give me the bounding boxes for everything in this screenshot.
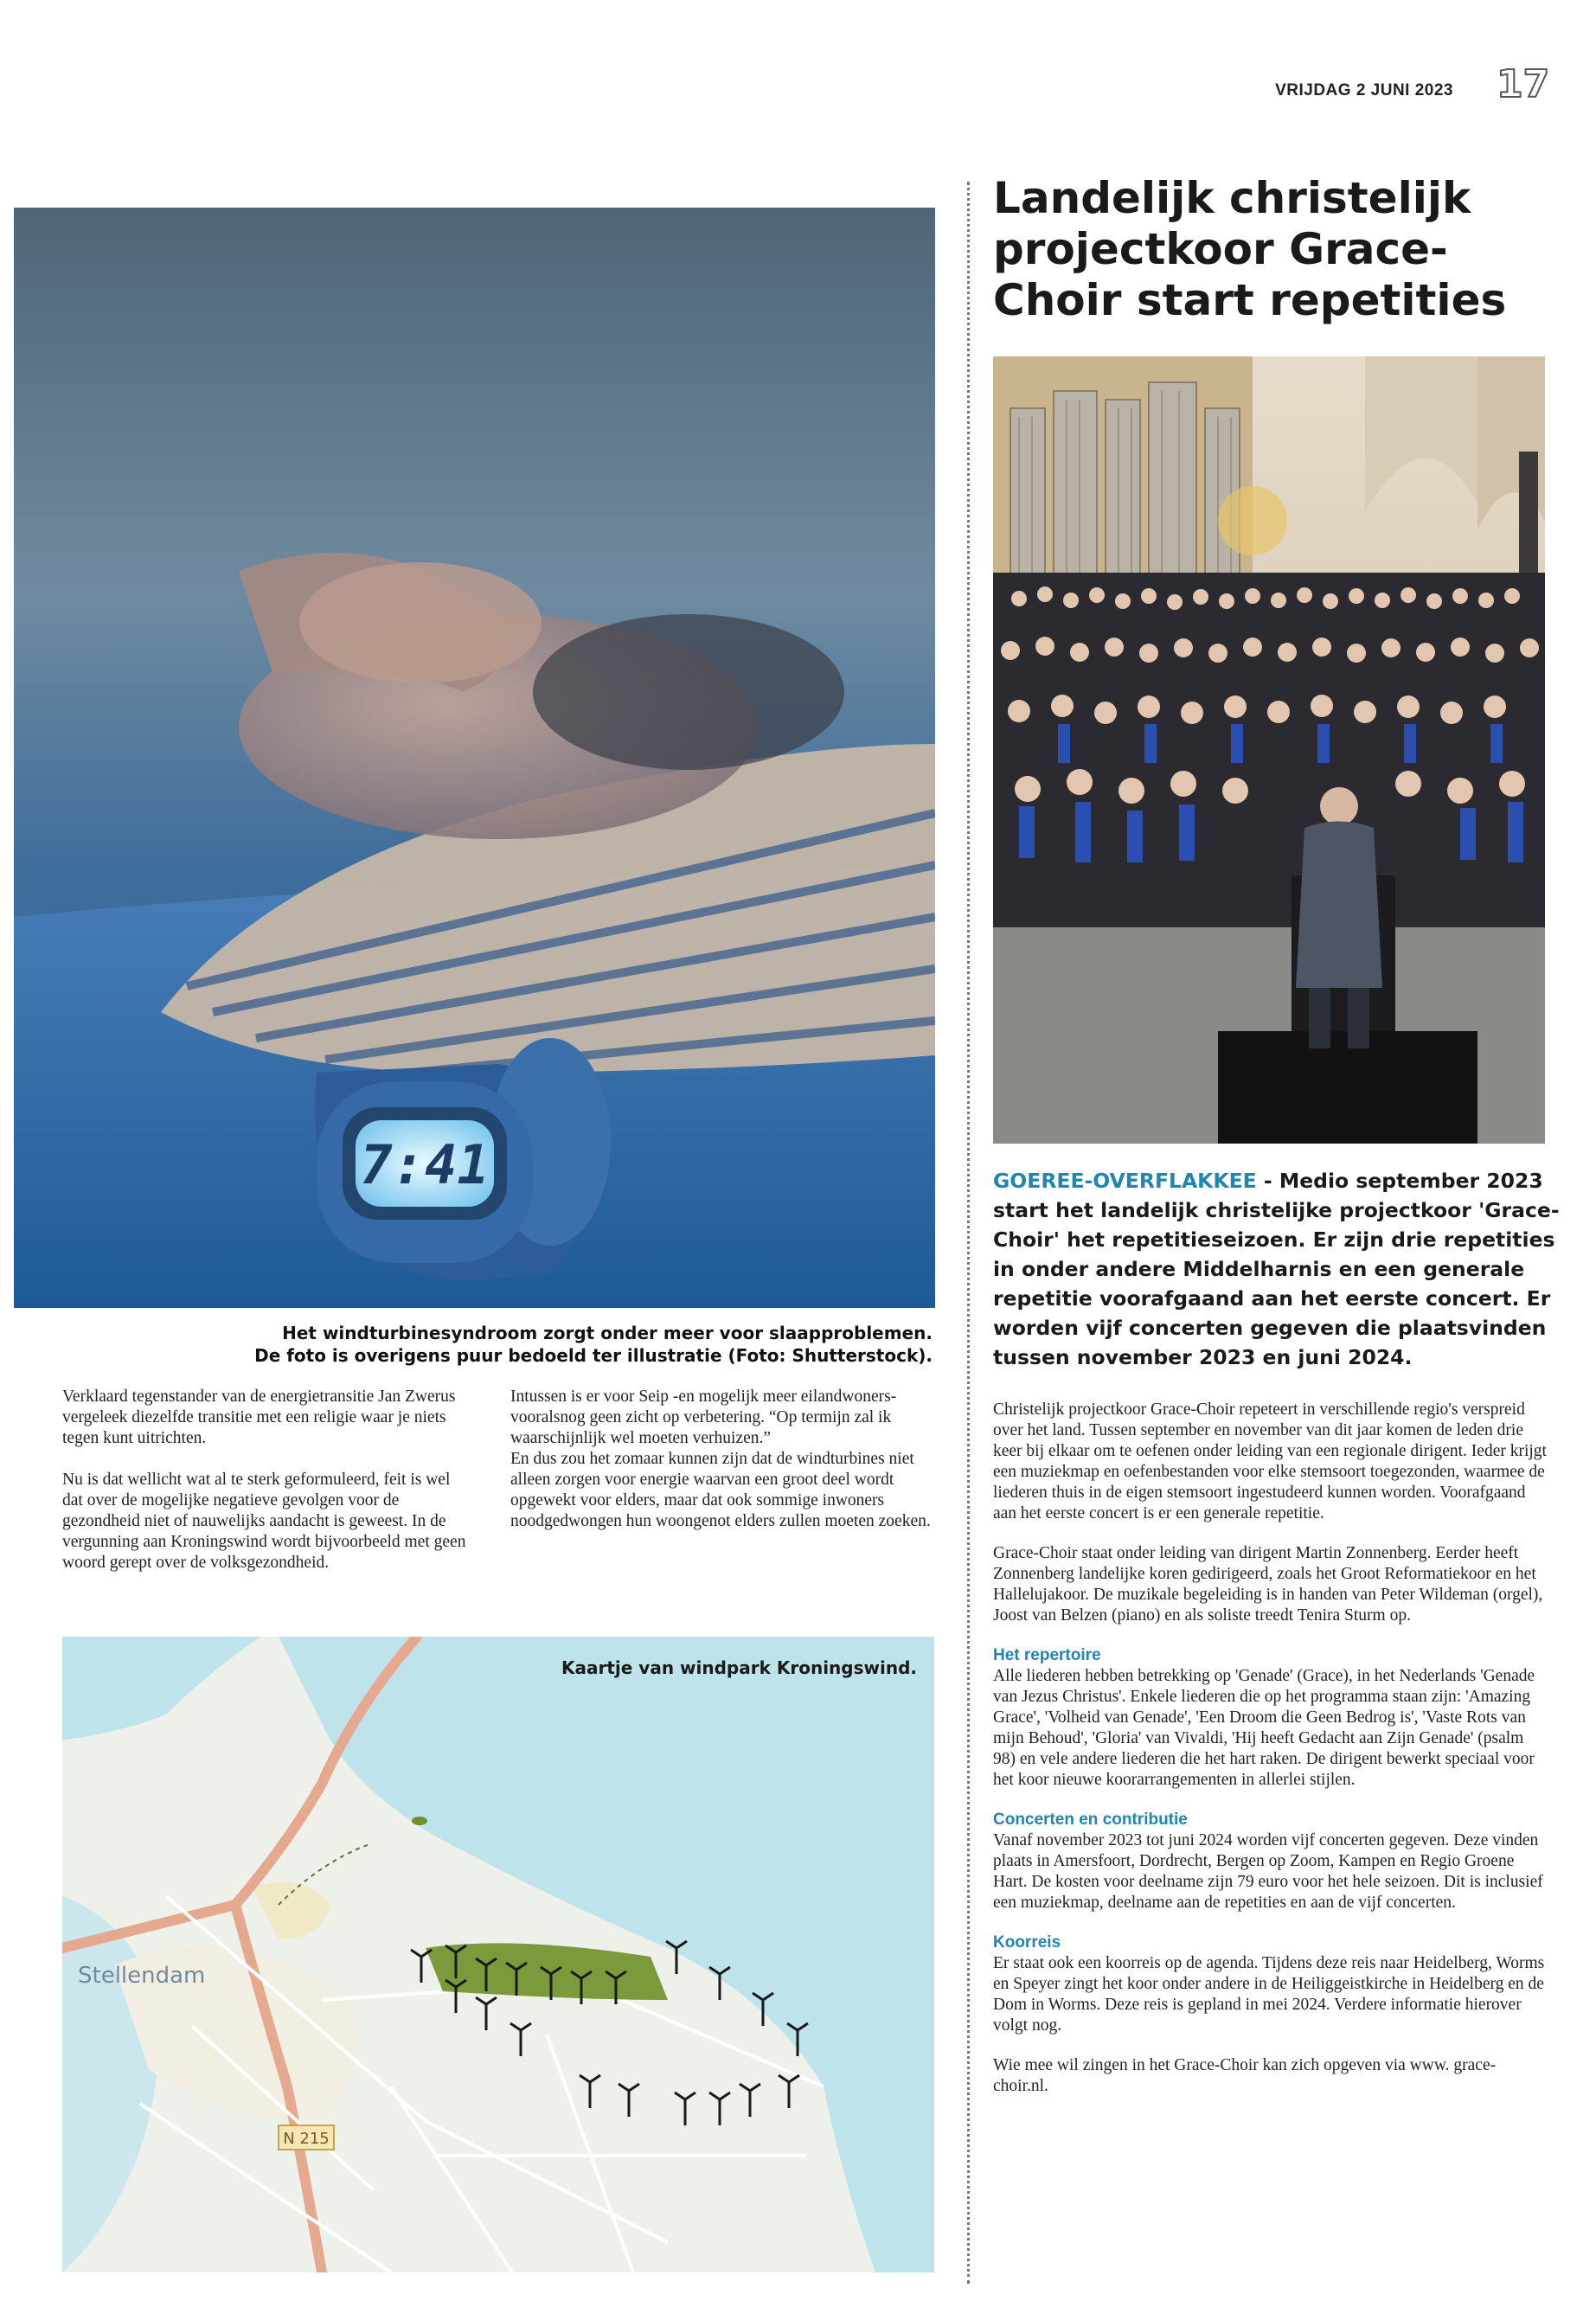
paragraph: Intussen is er voor Seip -en mogelijk meer eilandwoners- vooralsnog geen zicht op verbetering. “Op termijn zal ik waarschijnlijk wel moeten verhuizen.” (510, 1388, 897, 1447)
article-intro (993, 1166, 1564, 1372)
header-date: VRIJDAG 2 JUNI 2023 (1275, 81, 1453, 99)
section-concerts (993, 1810, 1547, 1913)
intro-text: - Medio september 2023 start het landelijk christelijke projectkoor 'Grace-Choir' het repetitieseizoen. Er zijn drie repetities in onder andere Middelharnis en een generale repetitie voorafgaand aan het eerste concert. Er worden vijf concerten gegeven die plaatsvinden tussen november 2023 en juni 2024. (993, 1169, 1560, 1369)
paragraph: Christelijk projectkoor Grace-Choir repeteert in verschillende regio's verspreid over het land. Tussen september en november van dit jaar komen de leden drie keer bij elkaar om te oefenen onder leiding van een regionale dirigent. Ieder krijgt een muziekmap en oefenbestanden voor elke stemsoort toegezonden, waarmee de liederen thuis in de eigen stemsoort ingestudeerd kunnen worden. Voorafgaand aan het eerste concert is er een generale repetitie. (993, 1400, 1547, 1522)
sleep-photo (14, 208, 935, 1308)
paragraph: Verklaard tegenstander van de energietransitie Jan Zwerus vergeleek diezelfde transitie met een religie waar je niets tegen kunt uitrichten. (62, 1388, 456, 1447)
article-column-2 (510, 1387, 934, 1532)
section-repertoire (993, 1645, 1547, 1791)
clock-display-text: 7:41 (360, 1133, 490, 1196)
paragraph-signup: Wie mee wil zingen in het Grace-Choir kan zich opgeven via www. grace-choir.nl. (993, 2056, 1497, 2095)
paragraph: Grace-Choir staat onder leiding van dirigent Martin Zonnenberg. Eerder heeft Zonnenberg landelijke koren gedirigeerd, zoals het Groot Reformatiekoor en het Hallelujakoor. De muzikale begeleiding is in handen van Peter Wildeman (orgel), Joost van Belzen (piano) en als soliste treedt Tenira Sturm op. (993, 1544, 1543, 1625)
column-divider (967, 182, 970, 2284)
map-road-label: N 215 (283, 2130, 330, 2148)
windpark-map (62, 1637, 934, 2272)
subheading: Concerten en contributie (993, 1811, 1188, 1829)
article-body (993, 1400, 1547, 2116)
map-illustration (62, 1637, 934, 2272)
subheading: Koorreis (993, 1933, 1061, 1952)
map-caption: Kaartje van windpark Kroningswind. (561, 1657, 917, 1678)
article-column-1 (62, 1387, 469, 1594)
section-koorreis (993, 1932, 1547, 2036)
photo-caption-line1: Het windturbinesyndroom zorgt onder meer voor slaapproblemen. (282, 1323, 933, 1343)
subheading: Het repertoire (993, 1646, 1101, 1664)
sleep-photo-illustration (14, 208, 935, 1308)
paragraph: Vanaf november 2023 tot juni 2024 worden vijf concerten gegeven. Deze vinden plaats in Amersfoort, Dordrecht, Bergen op Zoom, Kampen en Regio Groene Hart. De kosten voor deelname zijn 79 euro voor het hele seizoen. Dit is inclusief een muziekmap, deelname aan de repetities en aan de vijf concerten. (993, 1831, 1543, 1912)
article-headline: Landelijk christelijk projectkoor Grace-Choir start repetities (993, 173, 1507, 325)
dateline-place: GOEREE-OVERFLAKKEE (993, 1169, 1257, 1193)
paragraph: En dus zou het zomaar kunnen zijn dat de windturbines niet alleen zorgen voor energie waarvan een groot deel wordt opgewekt voor elders, maar dat ook sommige inwoners noodgedwongen hun woongenot elders zullen moeten zoeken. (510, 1450, 931, 1530)
photo-caption-line2: De foto is overigens puur bedoeld ter illustratie (Foto: Shutterstock). (254, 1345, 933, 1366)
choir-photo-illustration (993, 356, 1545, 1144)
photo-caption (173, 1322, 933, 1367)
page-number: 17 (1497, 62, 1550, 106)
paragraph: Nu is dat wellicht wat al te sterk geformuleerd, feit is wel dat over de mogelijke negatieve gevolgen voor de gezondheid niet of nauwelijks aandacht is geweest. In de vergunning aan Kroningswind wordt bijvoorbeeld met geen woord gerept over de volksgezondheid. (62, 1471, 466, 1572)
map-town-label: Stellendam (78, 1963, 206, 1989)
paragraph: Er staat ook een koorreis op de agenda. Tijdens deze reis naar Heidelberg, Worms en Speyer zingt het koor onder andere in de Heiliggeistkirche in Heidelberg en de Dom in Worms. Deze reis is gepland in mei 2024. Verdere informatie hierover volgt nog. (993, 1954, 1545, 2035)
choir-photo (993, 356, 1545, 1144)
paragraph: Alle liederen hebben betrekking op 'Genade' (Grace), in het Nederlands 'Genade van Jezus Christus'. Enkele liederen die op het programma staan zijn: 'Amazing Grace', 'Volheid van Genade', 'Een Droom die Geen Bedrog is', 'Vaste Rots van mijn Behoud', 'Gloria' van Vivaldi, 'Hij heeft Gedacht aan Zijn Genade' (psalm 98) en vele andere liederen die het hart raken. De dirigent bewerkt speciaal voor het koor nieuwe koorarrangementen in allerlei stijlen. (993, 1667, 1535, 1789)
